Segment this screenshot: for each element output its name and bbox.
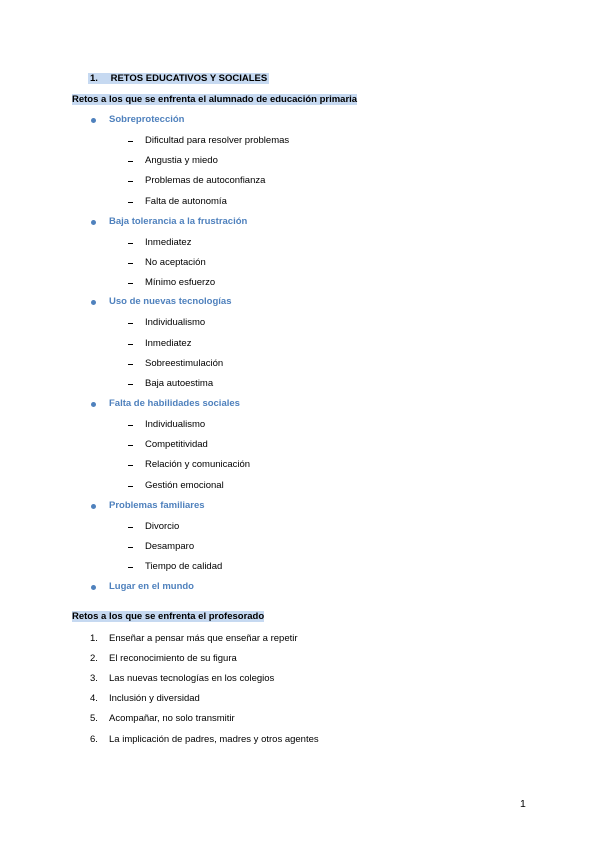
list-item: Problemas de autoconfianza <box>145 175 266 186</box>
dash-icon <box>128 384 133 385</box>
bullet-icon <box>91 220 96 225</box>
list-number: 1. <box>90 633 98 644</box>
dash-icon <box>128 263 133 264</box>
group-label: Lugar en el mundo <box>109 581 194 592</box>
list-item: Gestión emocional <box>145 480 224 491</box>
group-label: Sobreprotección <box>109 114 185 125</box>
list-number: 4. <box>90 693 98 704</box>
group-label: Uso de nuevas tecnologías <box>109 296 232 307</box>
bullet-icon <box>91 300 96 305</box>
bullet-icon <box>91 504 96 509</box>
section-title <box>88 73 269 84</box>
list-item: Sobreestimulación <box>145 358 224 369</box>
list-item: El reconocimiento de su figura <box>109 653 237 664</box>
dash-icon <box>128 445 133 446</box>
list-item: Competitividad <box>145 439 208 450</box>
dash-icon <box>128 181 133 182</box>
list-item: Desamparo <box>145 541 195 552</box>
list-item: Angustia y miedo <box>145 155 218 166</box>
list-item: No aceptación <box>145 257 206 268</box>
list-number: 6. <box>90 734 98 745</box>
bullet-icon <box>91 402 96 407</box>
section-number: 1. <box>90 73 98 84</box>
list-item: Inclusión y diversidad <box>109 693 200 704</box>
list-item: Baja autoestima <box>145 378 214 389</box>
list-item: Dificultad para resolver problemas <box>145 135 290 146</box>
list-number: 2. <box>90 653 98 664</box>
dash-icon <box>128 547 133 548</box>
dash-icon <box>128 527 133 528</box>
dash-icon <box>128 486 133 487</box>
list-item: Individualismo <box>145 317 206 328</box>
dash-icon <box>128 323 133 324</box>
list-item: Mínimo esfuerzo <box>145 277 216 288</box>
list-number: 3. <box>90 673 98 684</box>
list-item: Individualismo <box>145 419 206 430</box>
list-item: Divorcio <box>145 521 180 532</box>
group-label: Falta de habilidades sociales <box>109 398 240 409</box>
group-label: Problemas familiares <box>109 500 205 511</box>
bullet-icon <box>91 118 96 123</box>
list-item: Las nuevas tecnologías en los colegios <box>109 673 275 684</box>
list-item: Acompañar, no solo transmitir <box>109 713 235 724</box>
dash-icon <box>128 465 133 466</box>
list-item: Enseñar a pensar más que enseñar a repetir <box>109 633 298 644</box>
teachers-heading: Retos a los que se enfrenta el profesorado <box>72 611 265 622</box>
list-item: La implicación de padres, madres y otros agentes <box>109 734 319 745</box>
dash-icon <box>128 344 133 345</box>
list-item: Relación y comunicación <box>145 459 251 470</box>
list-item: Tiempo de calidad <box>145 561 223 572</box>
list-item: Inmediatez <box>145 237 192 248</box>
dash-icon <box>128 243 133 244</box>
dash-icon <box>128 283 133 284</box>
dash-icon <box>128 567 133 568</box>
students-heading: Retos a los que se enfrenta el alumnado de educación primaria <box>72 94 358 105</box>
dash-icon <box>128 202 133 203</box>
dash-icon <box>128 425 133 426</box>
dash-icon <box>128 364 133 365</box>
dash-icon <box>128 141 133 142</box>
list-number: 5. <box>90 713 98 724</box>
group-label: Baja tolerancia a la frustración <box>109 216 248 227</box>
list-item: Inmediatez <box>145 338 192 349</box>
bullet-icon <box>91 585 96 590</box>
section-title-text: RETOS EDUCATIVOS Y SOCIALES <box>110 73 268 84</box>
dash-icon <box>128 161 133 162</box>
page-number: 1 <box>520 798 526 810</box>
list-item: Falta de autonomía <box>145 196 227 207</box>
